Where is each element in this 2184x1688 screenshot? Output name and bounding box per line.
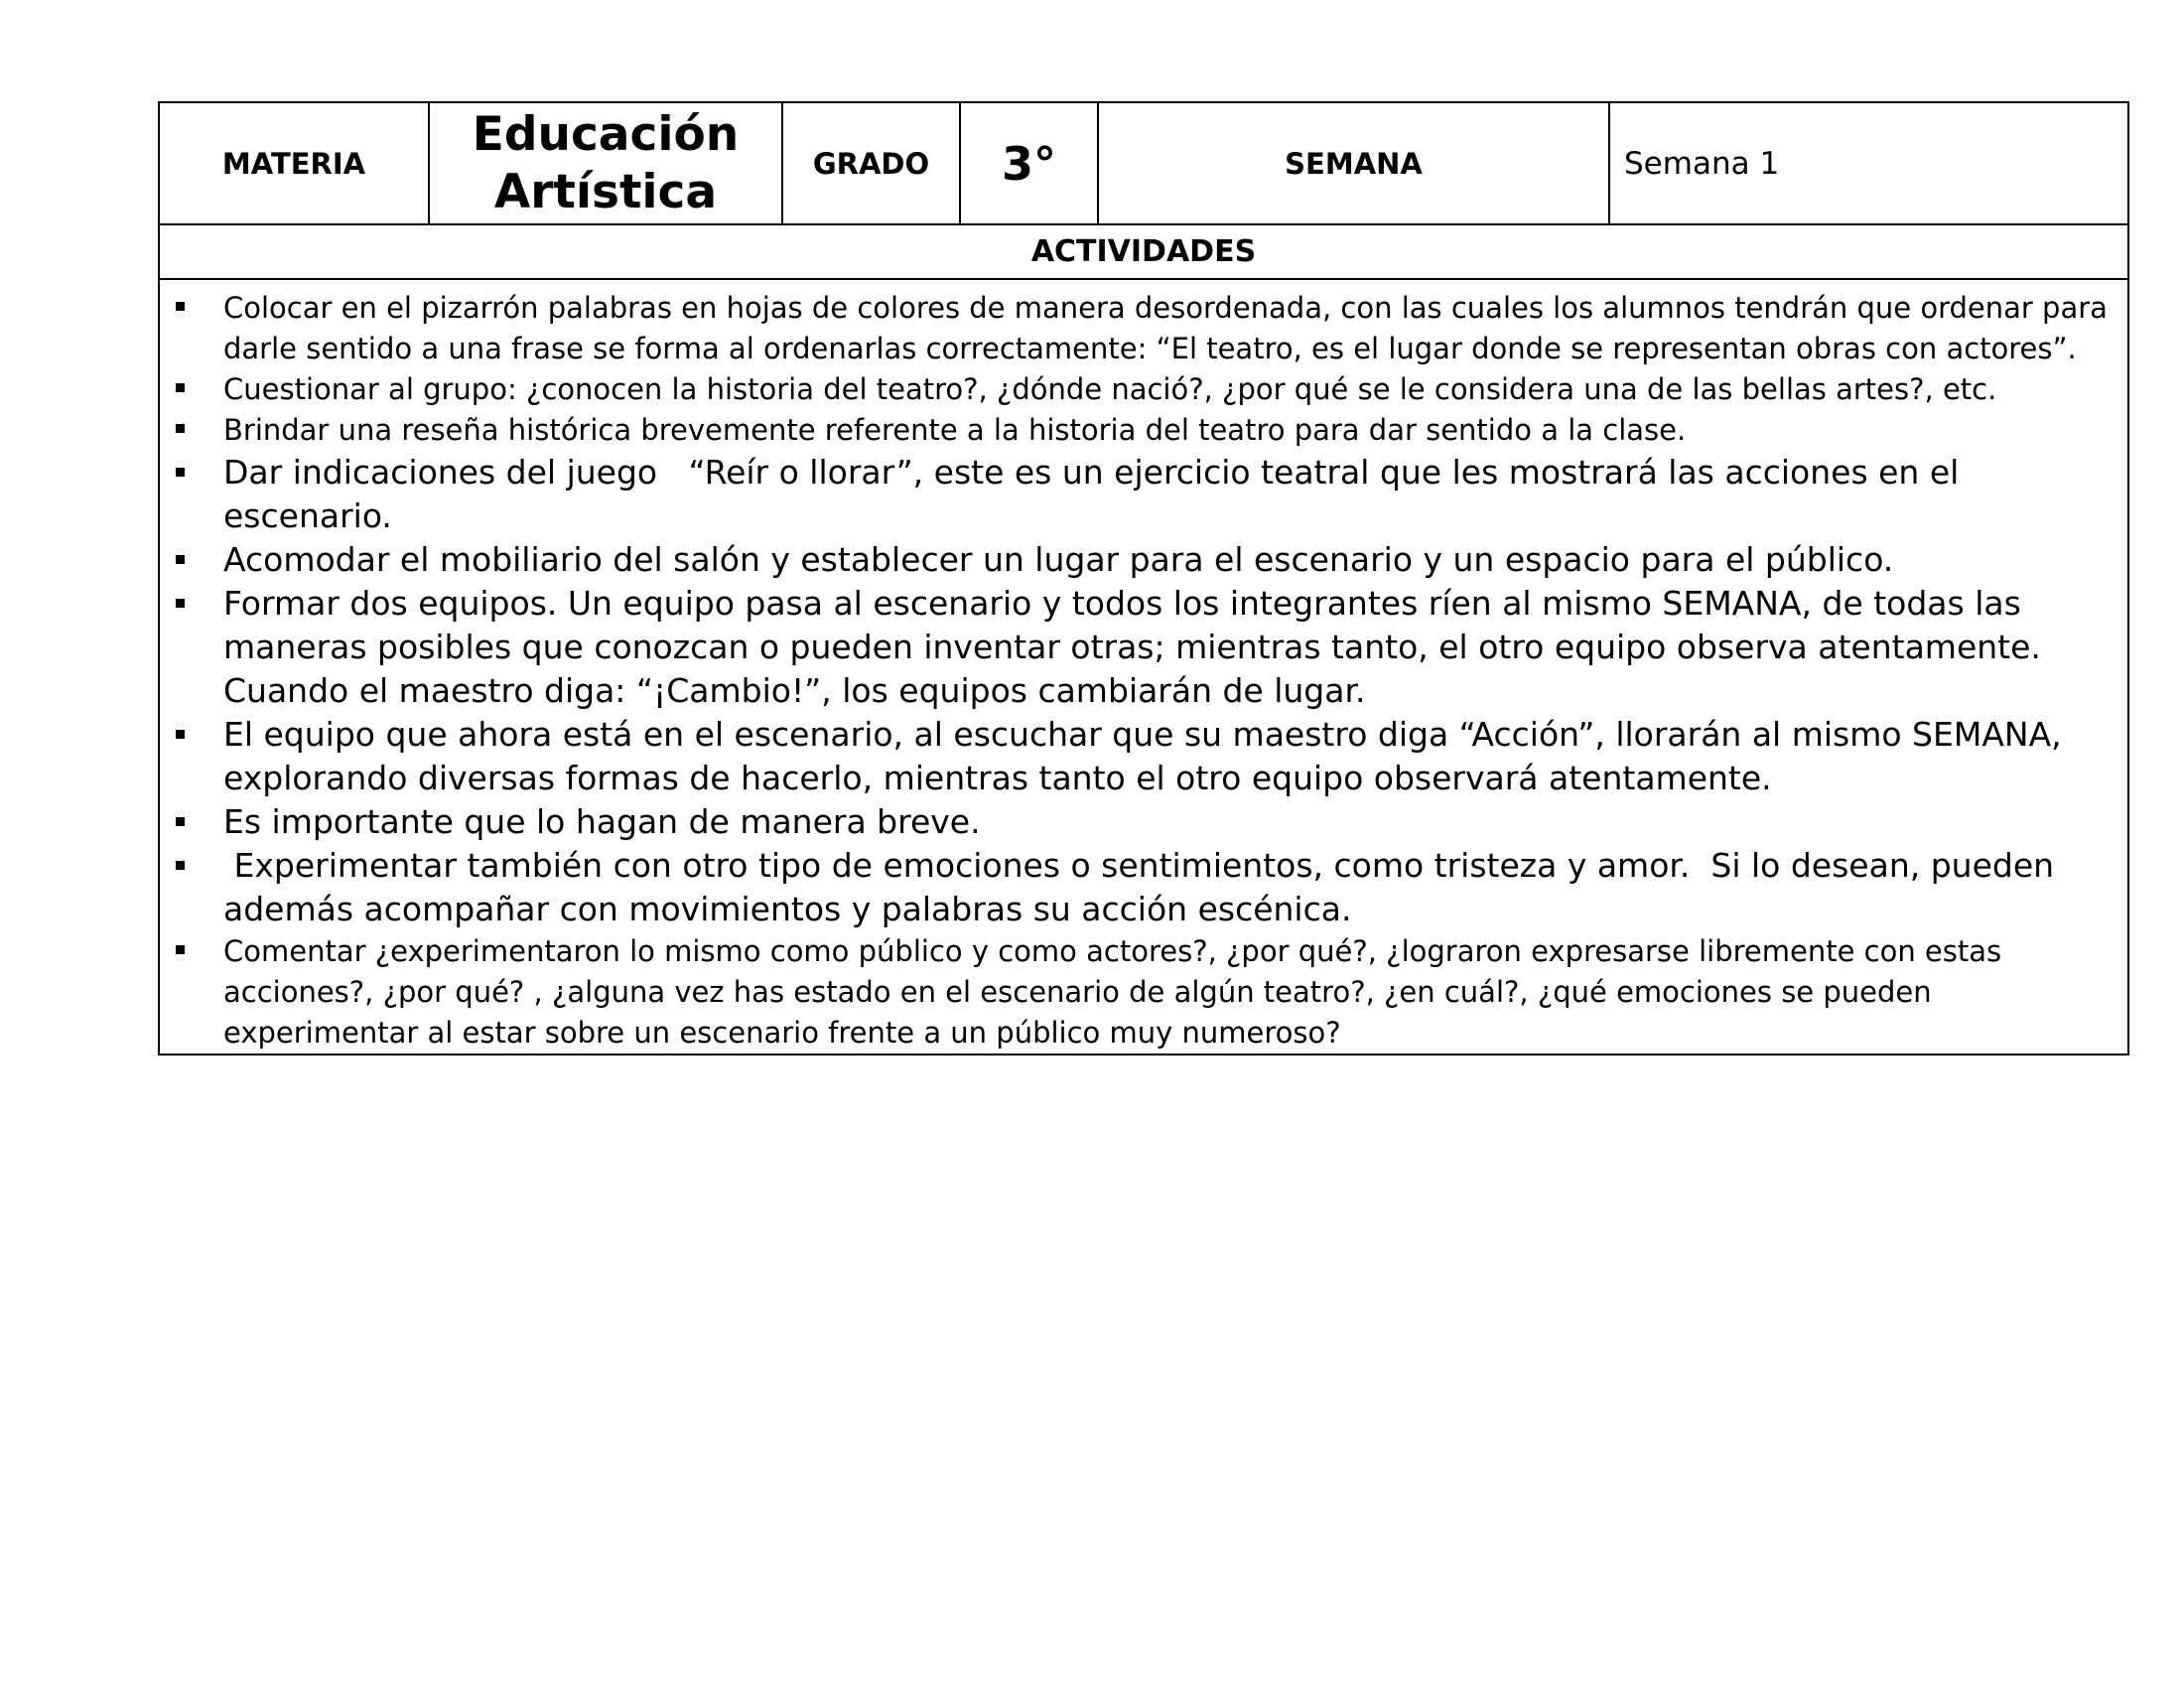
square-bullet-icon: [176, 861, 185, 870]
square-bullet-icon: [176, 302, 185, 311]
square-bullet-icon: [176, 730, 185, 739]
semana-value: Semana 1: [1609, 102, 2128, 224]
square-bullet-icon: [176, 383, 185, 392]
activity-item: [160, 538, 2119, 582]
activity-text: El equipo que ahora está en el escenario, al escuchar que su maestro diga “Acción”, llorarán al mismo SEMANA, explorando diversas formas de hacerlo, mientras tanto el otro equipo observará atentamente.: [223, 715, 2062, 797]
activity-text: Cuestionar al grupo: ¿conocen la historia del teatro?, ¿dónde nació?, ¿por qué se le considera una de las bellas artes?, etc.: [223, 372, 1997, 406]
activity-text: Dar indicaciones del juego “Reír o llorar”, este es un ejercicio teatral que les mostrará las acciones en el escenario.: [223, 453, 1970, 535]
square-bullet-icon: [176, 555, 185, 564]
materia-label: MATERIA: [159, 102, 429, 224]
activities-body-row: [159, 279, 2128, 1055]
semana-label: SEMANA: [1098, 102, 1609, 224]
activity-item: [160, 288, 2119, 369]
activity-item: [160, 582, 2119, 713]
activity-item: [160, 931, 2119, 1054]
activity-item: [160, 713, 2119, 800]
grado-label: GRADO: [782, 102, 960, 224]
activity-text: Formar dos equipos. Un equipo pasa al escenario y todos los integrantes ríen al mismo SEMANA, de todas las maneras posibles que conozcan o pueden inventar otras; mientras tanto, el otro equipo observa atentamente.: [223, 584, 2041, 666]
activities-title: ACTIVIDADES: [159, 224, 2128, 279]
subject-line-2: Artística: [493, 164, 718, 219]
square-bullet-icon: [176, 599, 185, 608]
activities-cell: [159, 279, 2128, 1055]
square-bullet-icon: [176, 817, 185, 826]
activity-item: [160, 410, 2119, 451]
activity-text: Acomodar el mobiliario del salón y establecer un lugar para el escenario y un espacio para el público.: [223, 540, 1894, 579]
activity-item: [160, 800, 2119, 844]
activity-text: Comentar ¿experimentaron lo mismo como público y como actores?, ¿por qué?, ¿lograron expresarse libremente con estas acciones?, ¿por qué? , ¿alguna vez has estado en el escenario de algún teatro?, ¿en cuál?, ¿qué emociones se pueden experimentar al estar sobre un escenario frente a un público muy numeroso?: [223, 934, 2002, 1050]
header-row: [159, 102, 2128, 224]
activity-item: [160, 844, 2119, 931]
subject-value: [429, 102, 782, 224]
square-bullet-icon: [176, 424, 185, 433]
subject-line-1: Educación: [472, 106, 740, 162]
lesson-plan-table: [158, 101, 2129, 1055]
activity-text: Experimentar también con otro tipo de emociones o sentimientos, como tristeza y amor. Si lo desean, pueden además acompañar con movimientos y palabras su acción escénica.: [223, 846, 2065, 928]
activities-header-row: [159, 224, 2128, 279]
grado-value: 3°: [960, 102, 1098, 224]
activity-text: Brindar una reseña histórica brevemente referente a la historia del teatro para dar sentido a la clase.: [223, 413, 1687, 447]
activity-text: Es importante que lo hagan de manera breve.: [223, 802, 981, 841]
activity-text-continued: Cuando el maestro diga: “¡Cambio!”, los equipos cambiarán de lugar.: [223, 671, 1366, 710]
activities-list: [160, 288, 2119, 1054]
activity-item: [160, 369, 2119, 410]
square-bullet-icon: [176, 945, 185, 954]
activity-item: [160, 451, 2119, 538]
activity-text: Colocar en el pizarrón palabras en hojas de colores de manera desordenada, con las cuales los alumnos tendrán que ordenar para darle sentido a una frase se forma al ordenarlas correctamente: “El teatro, es el lugar donde se representan obras con actores”.: [223, 291, 2108, 365]
square-bullet-icon: [176, 468, 185, 477]
